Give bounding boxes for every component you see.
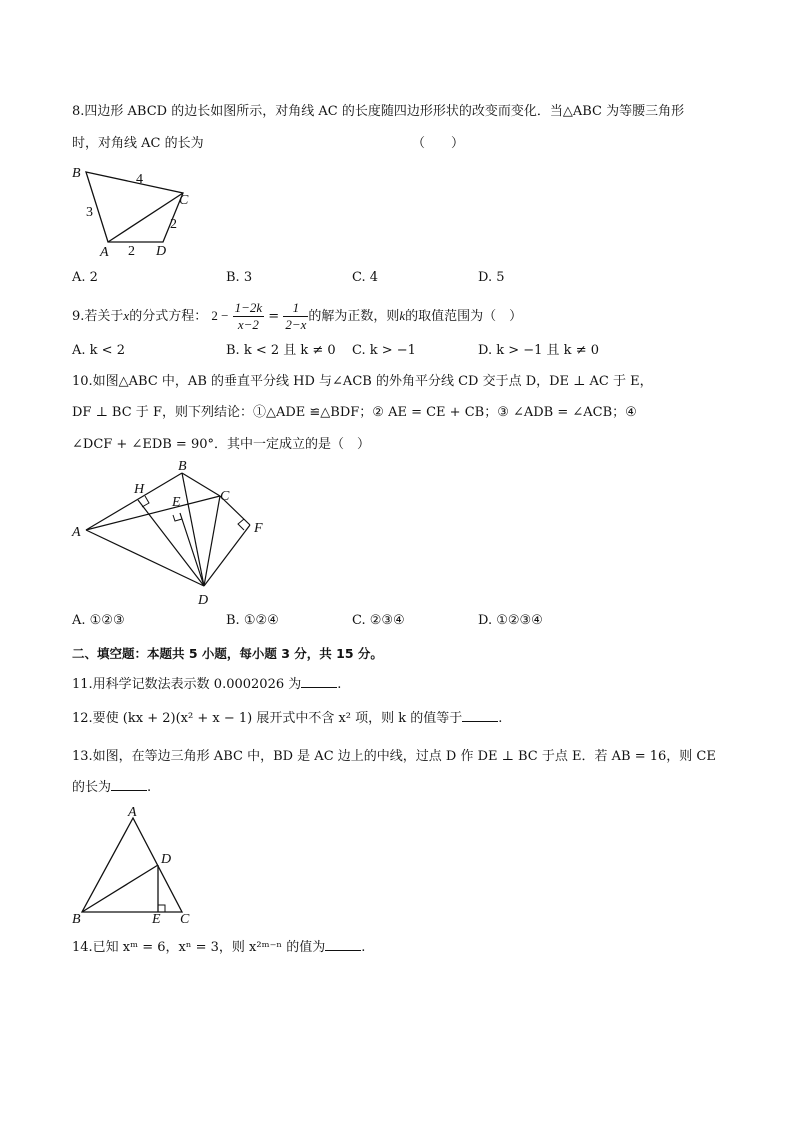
q8-text-line2: 时，对角线 AC 的长为 [72, 136, 204, 151]
q9-option-d[interactable]: D. k > −1 且 k ≠ 0 [478, 343, 599, 358]
q9-var-k: k [399, 308, 406, 323]
q10-label-d: D [198, 593, 209, 608]
q10-seg-ac [86, 496, 220, 530]
q13-label-e: E [152, 912, 161, 927]
q9-var-x: x [123, 308, 130, 323]
q9-frac2-num: 1 [283, 300, 308, 317]
q8-text-line1: 8.四边形 ABCD 的边长如图所示，对角线 AC 的长度随四边形形状的改变而变化．当△ABC 为等腰三角形 [72, 104, 685, 119]
q8-quad-shape [86, 172, 183, 242]
q11-end: . [337, 677, 342, 692]
q10-label-e: E [172, 495, 181, 510]
q13-label-d: D [161, 852, 172, 867]
q12-end: . [498, 711, 503, 726]
q8-option-b[interactable]: B. 3 [226, 270, 253, 285]
q14-end: . [361, 940, 366, 955]
q13-text-line2 [72, 778, 151, 798]
q9-frac2-den: 2−x [285, 317, 307, 332]
q11-question: 11.用科学记数法表示数 0.0002026 为 [72, 677, 302, 692]
q8-label-a: A [100, 245, 109, 260]
q10-option-d[interactable]: D. ①②③④ [478, 613, 543, 628]
q12-answer-blank[interactable] [462, 709, 498, 722]
q10-label-f: F [254, 521, 263, 536]
q9-eq-lead: 2 − [211, 308, 229, 323]
q9-text [72, 296, 522, 336]
q9-eq-sign: = [268, 309, 280, 324]
q13-answer-blank[interactable] [111, 778, 147, 791]
q9-fraction-1 [233, 300, 265, 333]
q10-text-line2: DF ⊥ BC 于 F，则下列结论：①△ADE ≌△BDF；② AE = CE + CB；③ ∠ADB = ∠ACB；④ [72, 405, 637, 420]
q13-label-c: C [180, 912, 190, 927]
q13-text-line1: 13.如图，在等边三角形 ABC 中，BD 是 AC 边上的中线，过点 D 作 DE ⊥ BC 于点 E．若 AB = 16，则 CE [72, 749, 716, 764]
q10-text-line3: ∠DCF + ∠EDB = 90°．其中一定成立的是（ ） [72, 437, 370, 452]
q10-seg-ad [86, 530, 204, 586]
q10-option-a[interactable]: A. ①②③ [72, 613, 125, 628]
q13-equilateral-figure [70, 804, 210, 927]
q8-side-ab: 3 [86, 205, 93, 220]
q8-side-cd: 2 [170, 217, 177, 232]
q10-seg-fd [204, 525, 250, 586]
q10-option-c[interactable]: C. ②③④ [352, 613, 405, 628]
q8-quadrilateral-figure [70, 162, 210, 262]
q9-option-a[interactable]: A. k < 2 [72, 343, 125, 358]
q13-label-b: B [72, 912, 81, 927]
q10-label-h: H [134, 482, 145, 497]
q10-triangle-figure [70, 458, 280, 608]
q10-seg-cd [204, 496, 220, 586]
q9-suffix2: 的取值范围为（ ） [405, 309, 523, 324]
q12-question: 12.要使 (kx + 2)(x² + x − 1) 展开式中不含 x² 项，则 k 的值等于 [72, 711, 463, 726]
q9-fraction-2 [283, 300, 308, 333]
q8-option-d[interactable]: D. 5 [478, 270, 505, 285]
q11-text [72, 675, 341, 695]
q8-answer-paren: （ ） [412, 136, 465, 151]
q8-label-d: D [156, 244, 167, 259]
q13-right-angle-e [158, 905, 165, 912]
q8-option-c[interactable]: C. 4 [352, 270, 379, 285]
q14-question: 14.已知 xᵐ = 6，xⁿ = 3，则 x²ᵐ⁻ⁿ 的值为 [72, 940, 326, 955]
q8-label-b: B [72, 166, 81, 181]
q14-text [72, 938, 365, 958]
q10-seg-bc [182, 473, 220, 496]
q13-seg-bd [82, 865, 158, 912]
q8-side-bc: 4 [136, 172, 143, 187]
q12-text [72, 709, 502, 729]
q10-text-line1: 10.如图△ABC 中，AB 的垂直平分线 HD 与∠ACB 的外角平分线 CD 交于点 D，DE ⊥ AC 于 E， [72, 374, 653, 389]
q9-frac1-den: x−2 [237, 317, 259, 332]
q13-line2-text: 的长为 [72, 780, 112, 795]
q9-frac1-num: 1−2k [234, 300, 263, 315]
q14-answer-blank[interactable] [325, 938, 361, 951]
q10-seg-hd [138, 500, 204, 586]
q9-option-b[interactable]: B. k < 2 且 k ≠ 0 [226, 343, 336, 358]
q10-label-a: A [72, 525, 81, 540]
q13-label-a: A [128, 805, 137, 820]
section-2-heading: 二、填空题：本题共 5 小题，每小题 3 分，共 15 分。 [72, 646, 383, 661]
q10-right-angle-f [238, 519, 244, 530]
q11-answer-blank[interactable] [301, 675, 337, 688]
q9-option-c[interactable]: C. k > −1 [352, 343, 416, 358]
q10-option-b[interactable]: B. ①②④ [226, 613, 279, 628]
q10-label-b: B [178, 459, 187, 474]
q9-suffix: 的解为正数，则 [308, 309, 400, 324]
q13-end: . [147, 780, 152, 795]
q10-right-angle-h [142, 496, 149, 507]
q8-option-a[interactable]: A. 2 [72, 270, 98, 285]
q9-mid: 的分式方程： [129, 309, 208, 324]
q10-label-c: C [220, 489, 230, 504]
q8-label-c: C [179, 193, 189, 208]
q9-prefix: 9.若关于 [72, 309, 124, 324]
q8-side-ad: 2 [128, 244, 135, 259]
